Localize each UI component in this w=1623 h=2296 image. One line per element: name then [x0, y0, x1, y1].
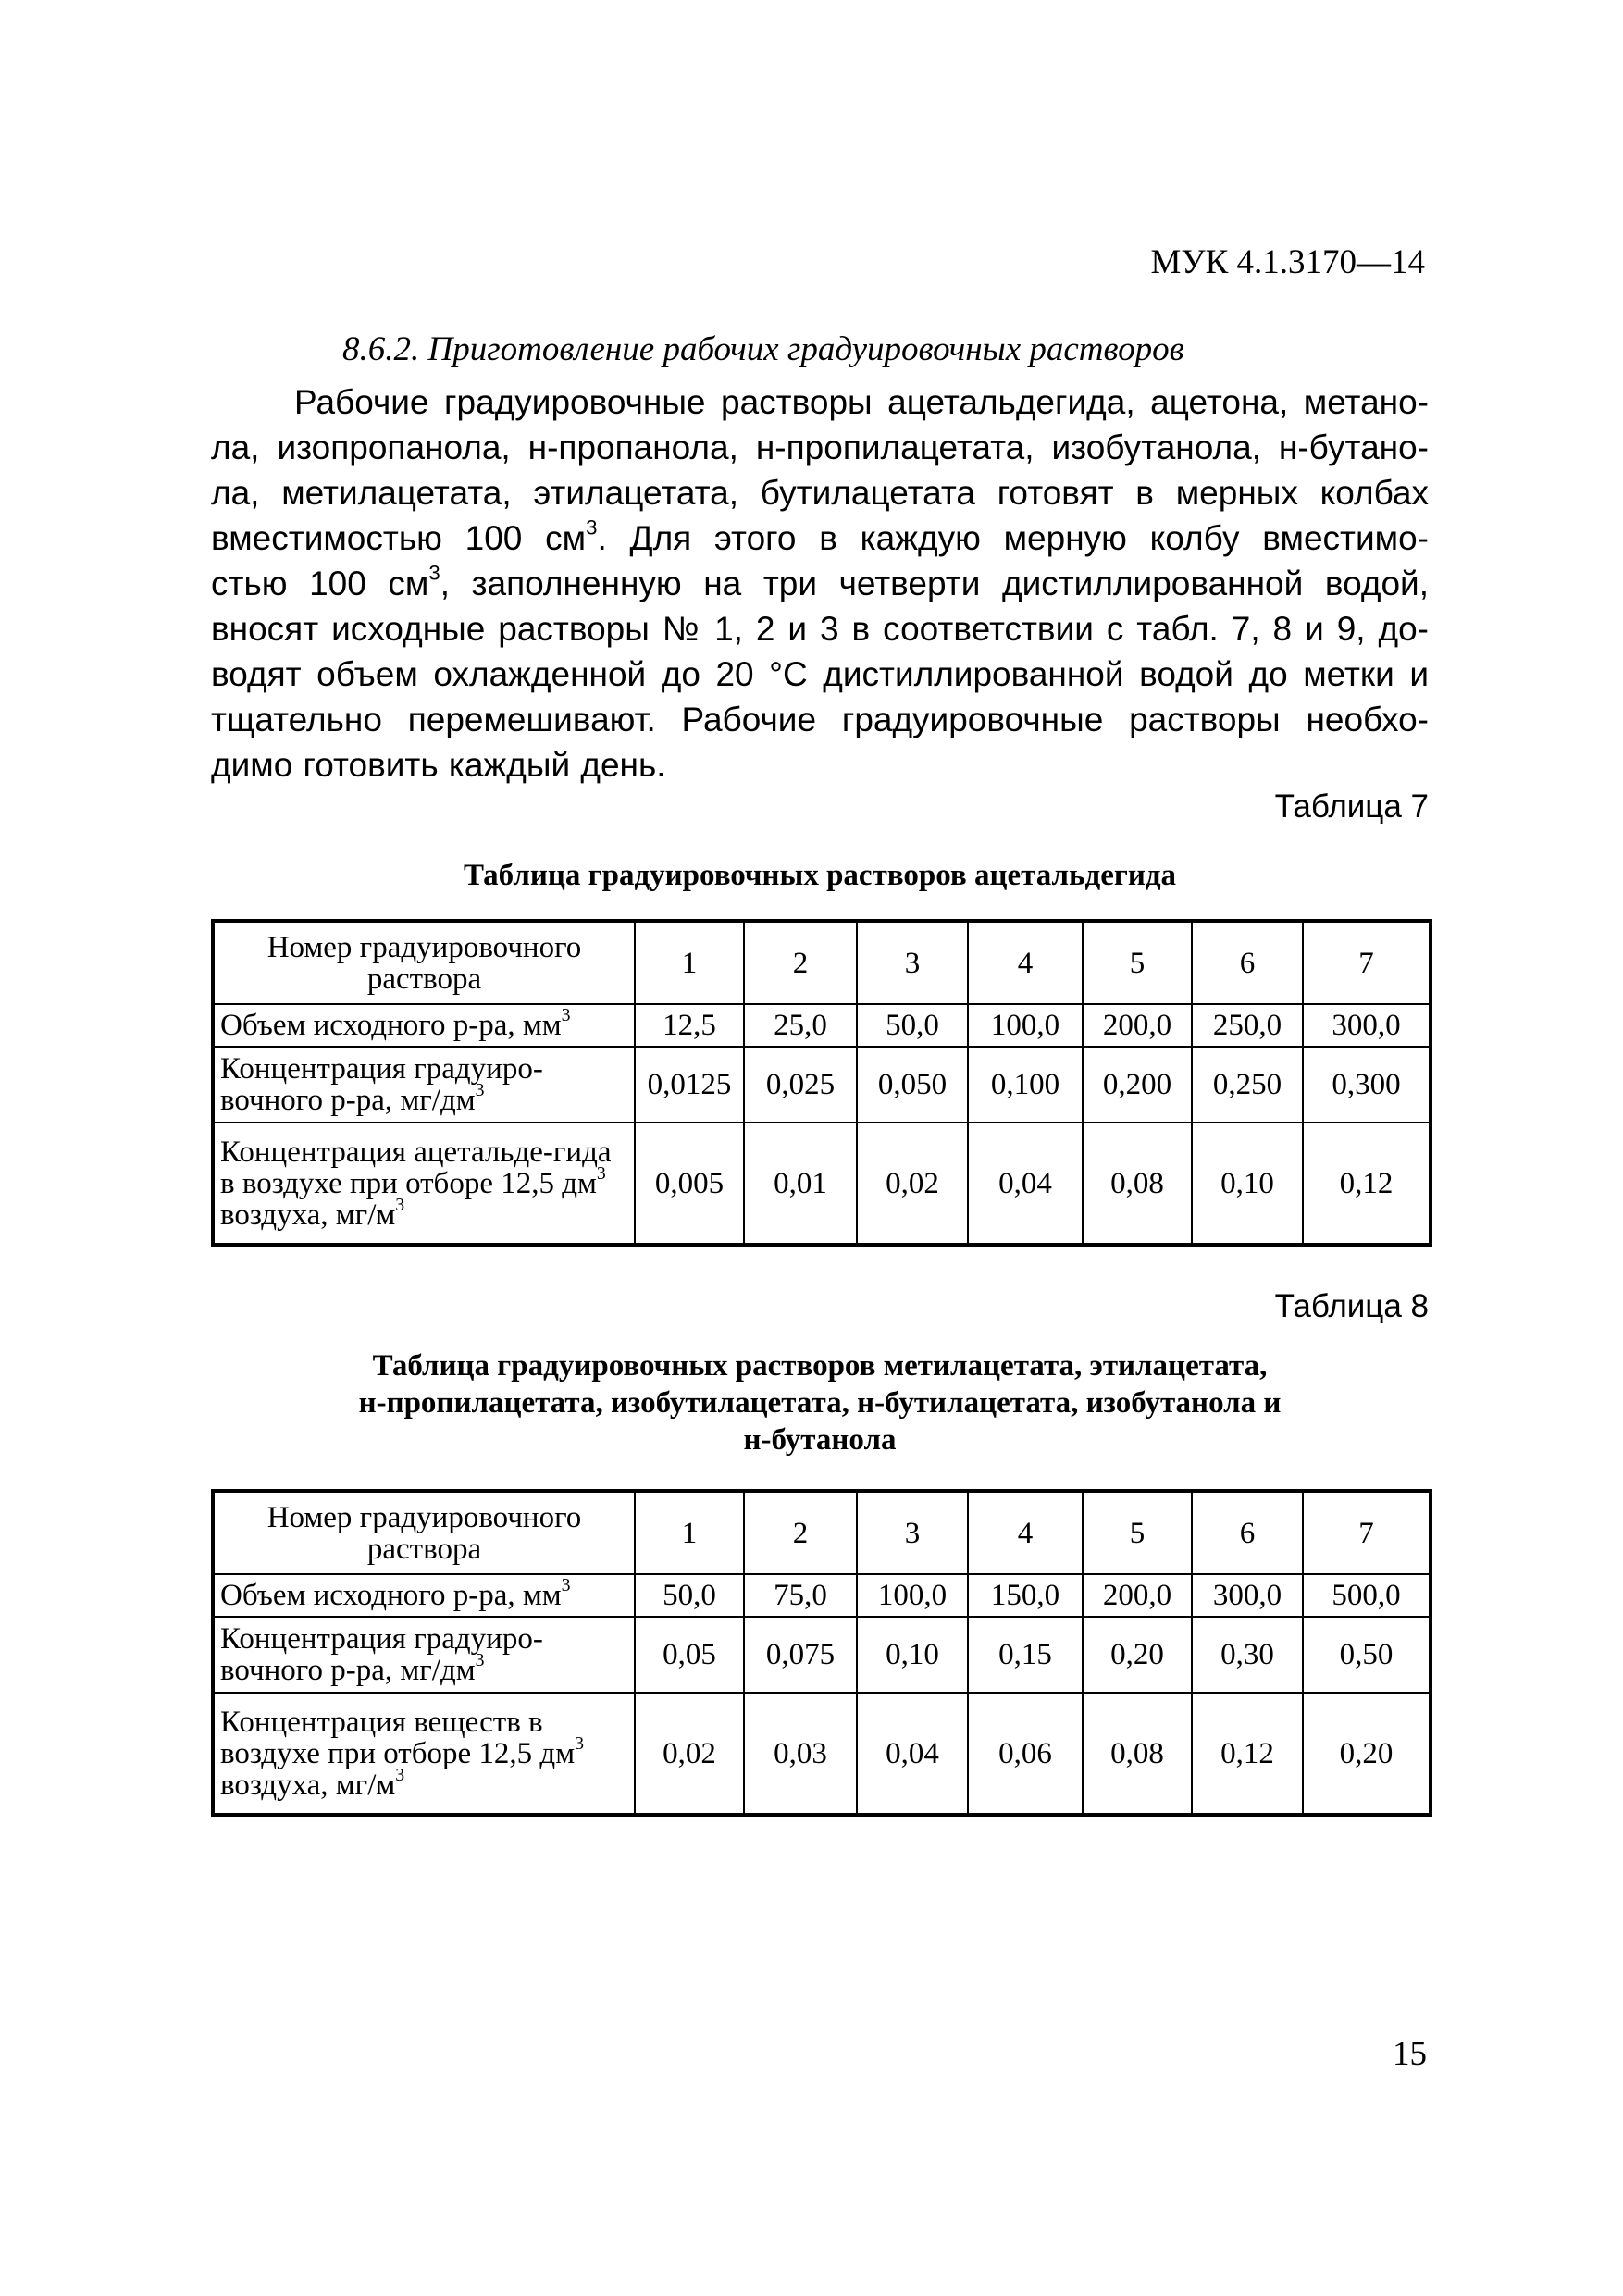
- value-cell: 0,06: [968, 1693, 1083, 1815]
- section-heading: 8.6.2. Приготовление рабочих градуировочных растворов: [342, 330, 1184, 368]
- value-cell: 300,0: [1192, 1574, 1303, 1617]
- solution-number-cell: 3: [857, 921, 968, 1004]
- value-cell: 100,0: [857, 1574, 968, 1617]
- value-cell: 0,12: [1303, 1123, 1431, 1245]
- solution-number-cell: 2: [744, 1491, 857, 1574]
- value-cell: 0,025: [744, 1047, 857, 1123]
- value-cell: 0,04: [857, 1693, 968, 1815]
- solution-number-cell: 7: [1303, 1491, 1431, 1574]
- value-cell: 0,300: [1303, 1047, 1431, 1123]
- value-cell: 0,10: [1192, 1123, 1303, 1245]
- row-label-cell: Объем исходного р-ра, $мм^3$: [213, 1004, 635, 1047]
- document-code: МУК 4.1.3170—14: [1150, 243, 1425, 281]
- row-label-cell: Концентрация ацетальде-гида в воздухе при отборе 12,5 $дм^3$ воздуха, $мг/м^3$: [213, 1123, 635, 1245]
- solution-number-cell: 4: [968, 1491, 1083, 1574]
- superscript: 3: [575, 1732, 584, 1754]
- table-row: [213, 1004, 1431, 1047]
- row-label-cell: Концентрация градуиро-вочного р-ра, $мг/дм^3$: [213, 1047, 635, 1123]
- superscript: 3: [475, 1650, 485, 1671]
- solution-number-cell: 6: [1192, 921, 1303, 1004]
- solution-number-cell: 5: [1083, 921, 1192, 1004]
- table-7-title: [211, 857, 1429, 894]
- value-cell: 0,02: [857, 1123, 968, 1245]
- paragraph-line: вносят исходные растворы № 1, 2 и 3 в соответствии с табл. 7, 8 и 9, до-: [211, 610, 1429, 648]
- table-row: [213, 1574, 1431, 1617]
- value-cell: 0,0125: [635, 1047, 744, 1123]
- value-cell: 200,0: [1083, 1004, 1192, 1047]
- superscript: 3: [561, 1005, 571, 1026]
- value-cell: 0,30: [1192, 1617, 1303, 1693]
- table-8-title: [211, 1347, 1429, 1458]
- value-cell: 0,050: [857, 1047, 968, 1123]
- value-cell: 0,20: [1083, 1617, 1192, 1693]
- value-cell: 0,005: [635, 1123, 744, 1245]
- table-8: [211, 1489, 1432, 1817]
- value-cell: 0,12: [1192, 1693, 1303, 1815]
- table-header-row: [213, 921, 1431, 1004]
- paragraph-line: Рабочие градуировочные растворы ацетальдегида, ацетона, метано-: [294, 383, 1429, 421]
- row-label-cell: Концентрация градуиро-вочного р-ра, $мг/дм^3$: [213, 1617, 635, 1693]
- row-label-cell: Концентрация веществ в воздухе при отборе 12,5 $дм^3$ воздуха, $мг/м^3$: [213, 1693, 635, 1815]
- value-cell: 0,01: [744, 1123, 857, 1245]
- value-cell: 250,0: [1192, 1004, 1303, 1047]
- solution-number-cell: 3: [857, 1491, 968, 1574]
- superscript: 3: [586, 515, 598, 540]
- value-cell: 0,250: [1192, 1047, 1303, 1123]
- value-cell: 12,5: [635, 1004, 744, 1047]
- body-paragraph: [211, 379, 1429, 788]
- row-label-cell: Объем исходного р-ра, $мм^3$: [213, 1574, 635, 1617]
- solution-number-cell: 7: [1303, 921, 1431, 1004]
- solution-number-cell: 4: [968, 921, 1083, 1004]
- table-title-line: н-пропилацетата, изобутилацетата, н-бутилацетата, изобутанола и: [358, 1386, 1282, 1420]
- table-row: [213, 1047, 1431, 1123]
- value-cell: 75,0: [744, 1574, 857, 1617]
- value-cell: 0,02: [635, 1693, 744, 1815]
- superscript: 3: [428, 561, 440, 585]
- value-cell: 25,0: [744, 1004, 857, 1047]
- value-cell: 0,03: [744, 1693, 857, 1815]
- table-header-row: [213, 1491, 1431, 1574]
- paragraph-line: ла, метилацетата, этилацетата, бутилацетата готовят в мерных колбах: [211, 474, 1429, 512]
- value-cell: 0,05: [635, 1617, 744, 1693]
- value-cell: 0,10: [857, 1617, 968, 1693]
- superscript: 3: [561, 1575, 571, 1596]
- solution-number-cell: 2: [744, 921, 857, 1004]
- solution-number-cell: 1: [635, 1491, 744, 1574]
- paragraph-line: стью 100 $см^3$, заполненную на три четверти дистиллированной водой,: [211, 561, 1429, 602]
- page-number: 15: [1393, 2035, 1427, 2073]
- superscript: 3: [395, 1764, 405, 1785]
- solution-number-cell: 6: [1192, 1491, 1303, 1574]
- paragraph-line: тщательно перемешивают. Рабочие градуировочные растворы необхо-: [211, 701, 1429, 738]
- solution-number-cell: 1: [635, 921, 744, 1004]
- value-cell: 500,0: [1303, 1574, 1431, 1617]
- value-cell: 0,100: [968, 1047, 1083, 1123]
- value-cell: 200,0: [1083, 1574, 1192, 1617]
- value-cell: 150,0: [968, 1574, 1083, 1617]
- value-cell: 100,0: [968, 1004, 1083, 1047]
- value-cell: 0,50: [1303, 1617, 1431, 1693]
- value-cell: 50,0: [635, 1574, 744, 1617]
- paragraph-line: димо готовить каждый день.: [211, 746, 666, 784]
- header-label-cell: Номер градуировочного раствора: [213, 1491, 635, 1574]
- table-8-label: Таблица 8: [1274, 1288, 1429, 1324]
- table-row: [213, 1693, 1431, 1815]
- superscript: 3: [596, 1162, 606, 1184]
- table-row: [213, 1617, 1431, 1693]
- value-cell: 0,075: [744, 1617, 857, 1693]
- paragraph-line: водят объем охлажденной до 20 °С дистиллированной водой до метки и: [211, 655, 1429, 693]
- value-cell: 0,08: [1083, 1693, 1192, 1815]
- solution-number-cell: 5: [1083, 1491, 1192, 1574]
- value-cell: 0,08: [1083, 1123, 1192, 1245]
- value-cell: 0,04: [968, 1123, 1083, 1245]
- superscript: 3: [475, 1080, 485, 1101]
- value-cell: 50,0: [857, 1004, 968, 1047]
- table-title-line: н-бутанола: [743, 1423, 897, 1457]
- paragraph-line: ла, изопропанола, н-пропанола, н-пропилацетата, изобутанола, н-бутано-: [211, 428, 1429, 466]
- value-cell: 300,0: [1303, 1004, 1431, 1047]
- value-cell: 0,15: [968, 1617, 1083, 1693]
- value-cell: 0,200: [1083, 1047, 1192, 1123]
- value-cell: 0,20: [1303, 1693, 1431, 1815]
- table-7: [211, 919, 1432, 1247]
- header-label-cell: Номер градуировочного раствора: [213, 921, 635, 1004]
- paragraph-line: вместимостью 100 $см^3$. Для этого в каждую мерную колбу вместимо-: [211, 515, 1430, 557]
- table-title-line: Таблица градуировочных растворов метилацетата, этилацетата,: [372, 1349, 1268, 1383]
- table-7-label: Таблица 7: [1274, 788, 1429, 825]
- table-row: [213, 1123, 1431, 1245]
- table-title-line: Таблица градуировочных растворов ацетальдегида: [463, 859, 1177, 892]
- superscript: 3: [395, 1194, 405, 1215]
